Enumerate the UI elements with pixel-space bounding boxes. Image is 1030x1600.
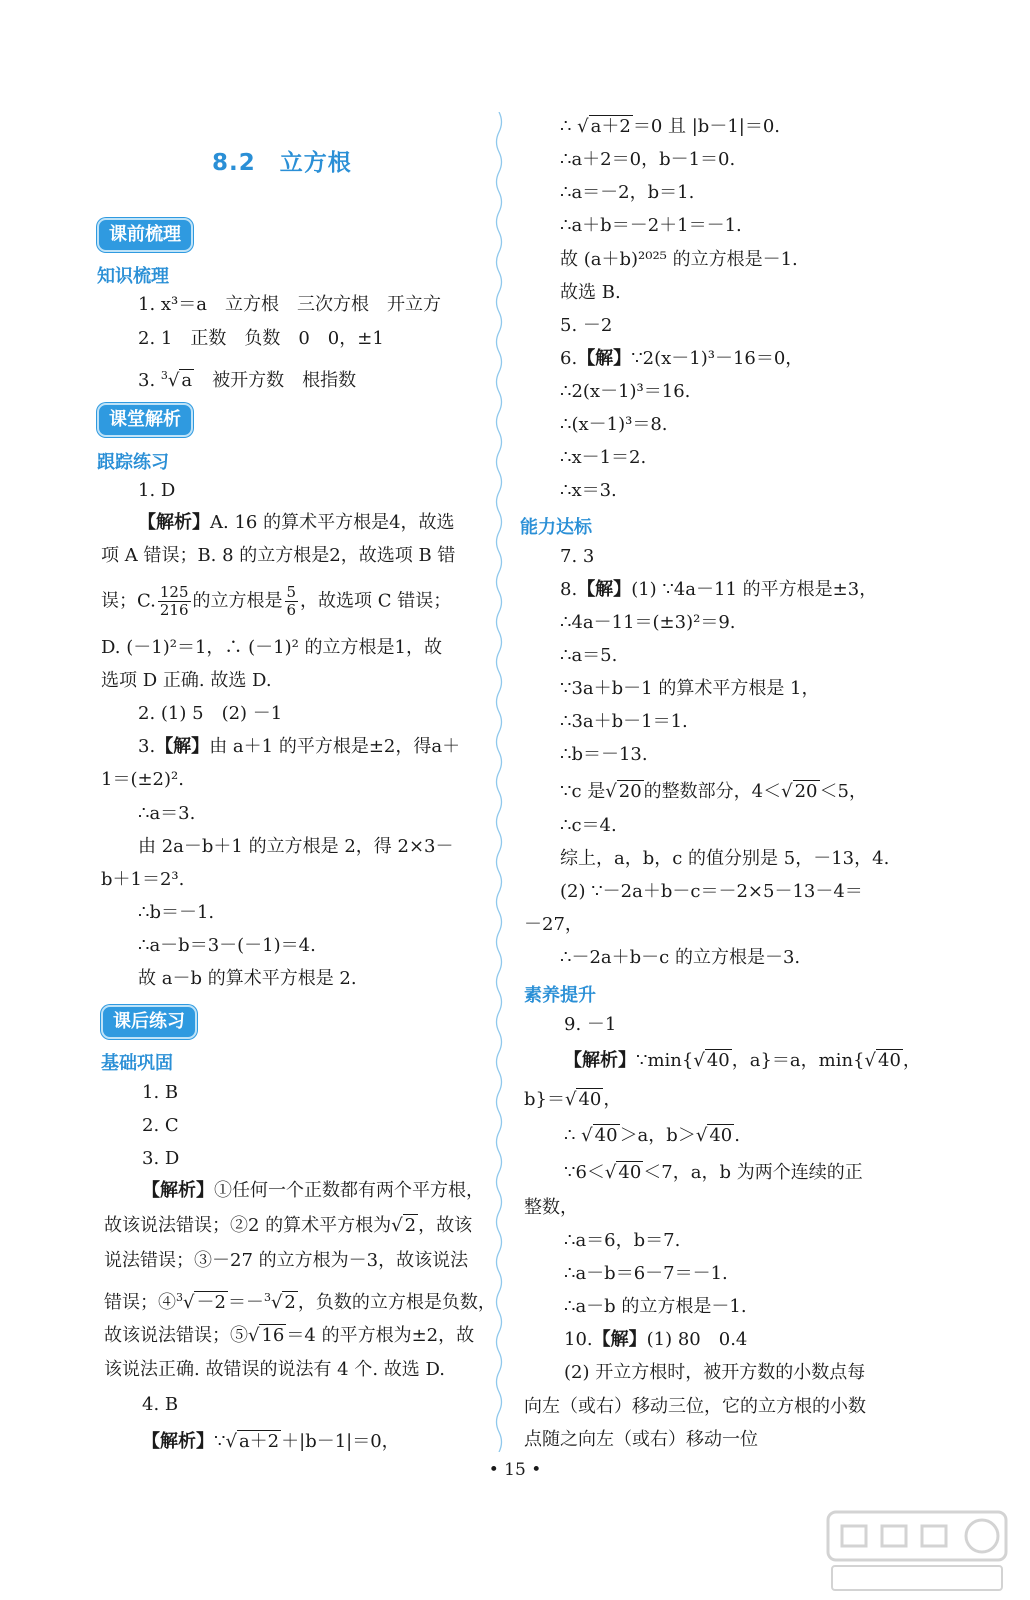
follow-3-d: 由 2a－b＋1 的立方根是 2，得 2×3－ [138,836,454,857]
follow-3-e: b＋1＝2³. [101,869,185,890]
subhead-ability: 能力达标 [520,517,592,538]
r-line-4: ∴a＋b＝－2＋1＝－1. [560,215,742,236]
text: ＋|b－1|＝0， [281,1431,400,1452]
watermark-icon [822,1504,1012,1594]
text: ＜5， [819,781,867,802]
tag-jiexi: 【解析】 [142,1180,214,1201]
text: 的整数部分，4＜ [643,781,782,802]
badge-in-class: 课堂解析 [97,403,193,437]
knowledge-line-1: 1. x³＝a 立方根 三次方根 开立方 [138,294,441,315]
ability-8-j: (2) ∵－2a＋b－c＝－2×5－13－4＝ [560,881,863,902]
basic-3-analysis-c: 说法错误；③－27 的立方根为－3，故该说法 [104,1250,469,1271]
badge-pre-class: 课前梳理 [97,218,193,252]
basic-3-analysis-e: 故该说法错误；⑤√ 16 ＝4 的平方根为±2，故 [104,1325,475,1346]
ability-8-g: ∵c 是√ 20 的整数部分，4＜√ 20 ＜5， [560,781,867,802]
ability-8-l: ∴－2a＋b－c 的立方根是－3. [560,947,801,968]
ability-8-b: ∴4a－11＝(±3)²＝9. [560,612,736,633]
radicand: 2 [404,1215,417,1236]
denominator: 6 [286,601,297,619]
r-line-1: ∴ √ a＋2 ＝0 且 |b－1|＝0. [560,116,781,137]
basic-3-analysis-a [142,1179,484,1203]
ability-8-h: ∴c＝4. [560,815,617,836]
tag-jie: 【解】 [577,348,632,369]
follow-1-analysis-a [138,511,455,535]
r-line-9: ∴2(x－1)³＝16. [560,381,691,402]
text: ＝－ [227,1292,264,1313]
radicand: 40 [618,1162,642,1183]
page-number: • 15 • [488,1460,542,1480]
num: 8. [560,579,578,600]
r-line-12: ∴x＝3. [560,480,617,501]
radicand: －2 [196,1292,226,1313]
text: ①任何一个正数都有两个平方根， [214,1180,484,1201]
follow-1: 1. D [138,480,176,501]
tag-jiexi: 【解析】 [142,1431,214,1452]
radicand-a: a [181,370,193,391]
follow-3-c: ∴a＝3. [138,803,196,824]
basic-1: 1. B [142,1082,179,1103]
basic-4-analysis: 【解析】∵√ a＋2 ＋|b－1|＝0， [142,1431,400,1452]
follow-3-f: ∴b＝－1. [138,902,215,923]
r-line-3: ∴a＝－2，b＝1. [560,182,695,203]
text: ∵2(x－1)³－16＝0， [631,348,804,369]
text: ∵c 是 [560,781,606,802]
radicand: 40 [709,1125,733,1146]
follow-1-analysis-e: 选项 D 正确. 故选 D. [101,670,272,691]
follow-3-g: ∴a－b＝3－(－1)＝4. [138,935,316,956]
text: 故该说法错误；②2 的算术平方根为 [104,1215,392,1236]
radicand: 16 [261,1325,285,1346]
badge-post-class: 课后练习 [101,1005,197,1039]
basic-3-analysis-b: 故该说法错误；②2 的算术平方根为√ 2 ，故该 [104,1215,473,1236]
knowledge-line-3-tail: 被开方数 根指数 [194,370,357,391]
therefore: ∴ [564,1125,576,1146]
literacy-10-b: (2) 开立方根时，被开方数的小数点每 [564,1362,866,1383]
literacy-9-e: 整数， [524,1197,578,1218]
ability-8-d: ∵3a＋b－1 的算术平方根是 1， [560,678,820,699]
text: (1) 80 0.4 [646,1329,748,1350]
tag-jie: 【解】 [592,1329,647,1350]
literacy-9-a: 【解析】∵min{√ 40 ，a}＝a，min{√ 40 ， [564,1050,921,1071]
basic-3: 3. D [142,1148,180,1169]
tag-jiexi: 【解析】 [138,512,210,533]
subhead-literacy: 素养提升 [524,985,596,1006]
literacy-10-c: 向左（或右）移动三位，它的立方根的小数 [524,1396,866,1417]
watermark-logo [822,1504,1012,1594]
numerator: 125 [159,583,189,601]
radicand: a＋2 [238,1431,280,1452]
literacy-9-d: ∵6＜√ 40 ＜7，a，b 为两个连续的正 [564,1162,863,1183]
r-line-8 [560,347,803,371]
tag-jie: 【解】 [577,579,632,600]
follow-3-b: 1＝(±2)². [101,769,184,790]
follow-3-h: 故 a－b 的算术平方根是 2. [138,968,357,989]
ability-7: 7. 3 [560,546,595,567]
basic-3-analysis-d: 错误；④$^3$√ －2 ＝－$^3$√ 2 ，负数的立方根是负数， [104,1291,496,1313]
basic-4: 4. B [142,1394,179,1415]
text: ∵ [214,1431,226,1452]
text: 错误；④ [104,1292,176,1313]
literacy-9-c: ∴ √ 40 ＞a，b＞√ 40 . [564,1125,740,1146]
subhead-knowledge: 知识梳理 [97,266,169,287]
ability-8-k: －27， [524,914,583,935]
literacy-9-h: ∴a－b 的立方根是－1. [564,1296,747,1317]
radicand: 40 [578,1089,602,1110]
text: A. 16 的算术平方根是4，故选 [210,512,455,533]
follow-1-analysis-b: 项 A 错误；B. 8 的立方根是2，故选项 B 错 [101,545,456,566]
basic-3-analysis-f: 该说法正确. 故错误的说法有 4 个. 故选 D. [104,1359,446,1380]
text: 由 a＋1 的平方根是±2，得a＋ [209,736,461,757]
text: ， [902,1050,921,1071]
cube-index: 3 [160,369,168,382]
literacy-9: 9. －1 [564,1014,617,1035]
fraction-125-216 [158,584,191,619]
literacy-9-f: ∴a＝6，b＝7. [564,1230,681,1251]
text: 的立方根是 [192,590,283,612]
text: ＜7，a，b 为两个连续的正 [643,1162,863,1183]
follow-1-analysis-d: D. (－1)²＝1，∴ (－1)² 的立方根是1，故 [101,637,443,658]
text: ， [603,1089,622,1110]
text: (1) ∵4a－11 的平方根是±3， [631,579,878,600]
text: ∵6＜ [564,1162,605,1183]
radicand: 40 [594,1125,618,1146]
therefore: ∴ [560,116,572,137]
r-line-2: ∴a＋2＝0，b－1＝0. [560,149,736,170]
literacy-9-b: b}＝√ 40 ， [524,1089,622,1110]
section-title: 8.2 立方根 [212,150,352,176]
follow-1-analysis-c [101,584,451,619]
literacy-10-a [564,1328,747,1352]
radicand: 40 [706,1050,730,1071]
r-line-7: 5. －2 [560,315,613,336]
text: b}＝ [524,1089,565,1110]
ability-8-a [560,578,877,602]
r-line-11: ∴x－1＝2. [560,447,647,468]
text: ＞a，b＞ [619,1125,696,1146]
radicand: a＋2 [590,116,631,137]
num: 10. [564,1329,593,1350]
ability-8-e: ∴3a＋b－1＝1. [560,711,688,732]
tag-jiexi: 【解析】 [564,1050,636,1071]
denominator: 216 [159,601,189,619]
subhead-follow: 跟踪练习 [97,452,169,473]
r-line-10: ∴(x－1)³＝8. [560,414,668,435]
text: ，故选项 C 错误； [300,590,452,612]
literacy-9-g: ∴a－b＝6－7＝－1. [564,1263,728,1284]
cube-index: 3 [176,1291,183,1304]
text: ，故该 [418,1215,473,1236]
text: ，a}＝a，min{ [731,1050,865,1071]
subhead-basic: 基础巩固 [101,1053,173,1074]
text: 误；C. [101,590,156,612]
column-divider [493,112,505,1452]
basic-2: 2. C [142,1115,179,1136]
follow-3-a [138,735,460,759]
knowledge-line-2: 2. 1 正数 负数 0 0，±1 [138,328,384,349]
r-line-5: 故 (a＋b)²⁰²⁵ 的立方根是－1. [560,249,798,270]
num: 3. [138,736,156,757]
ability-8-c: ∴a＝5. [560,645,618,666]
text: ＝0 且 |b－1|＝0. [632,116,781,137]
text: 故该说法错误；⑤ [104,1325,248,1346]
numerator: 5 [286,583,297,601]
num: 6. [560,348,578,369]
r-line-6: 故选 B. [560,282,621,303]
radicand: 40 [878,1050,901,1071]
radicand: 20 [618,781,642,802]
text: . [734,1125,740,1146]
follow-2: 2. (1) 5 (2) －1 [138,703,283,724]
radicand: 2 [284,1292,296,1313]
text: ∵min{ [636,1050,694,1071]
tag-jie: 【解】 [155,736,210,757]
cube-index: 3 [263,1291,271,1304]
text: ＝4 的平方根为±2，故 [286,1325,475,1346]
ability-8-i: 综上，a，b，c 的值分别是 5，－13，4. [560,848,890,869]
fraction-5-6 [285,584,299,619]
knowledge-line-3: 3. $^3$√ a 被开方数 根指数 [138,369,357,391]
text: ，负数的立方根是负数， [297,1292,496,1313]
literacy-10-d: 点随之向左（或右）移动一位 [524,1429,758,1450]
radicand: 20 [794,781,818,802]
ability-8-f: ∴b＝－13. [560,744,648,765]
